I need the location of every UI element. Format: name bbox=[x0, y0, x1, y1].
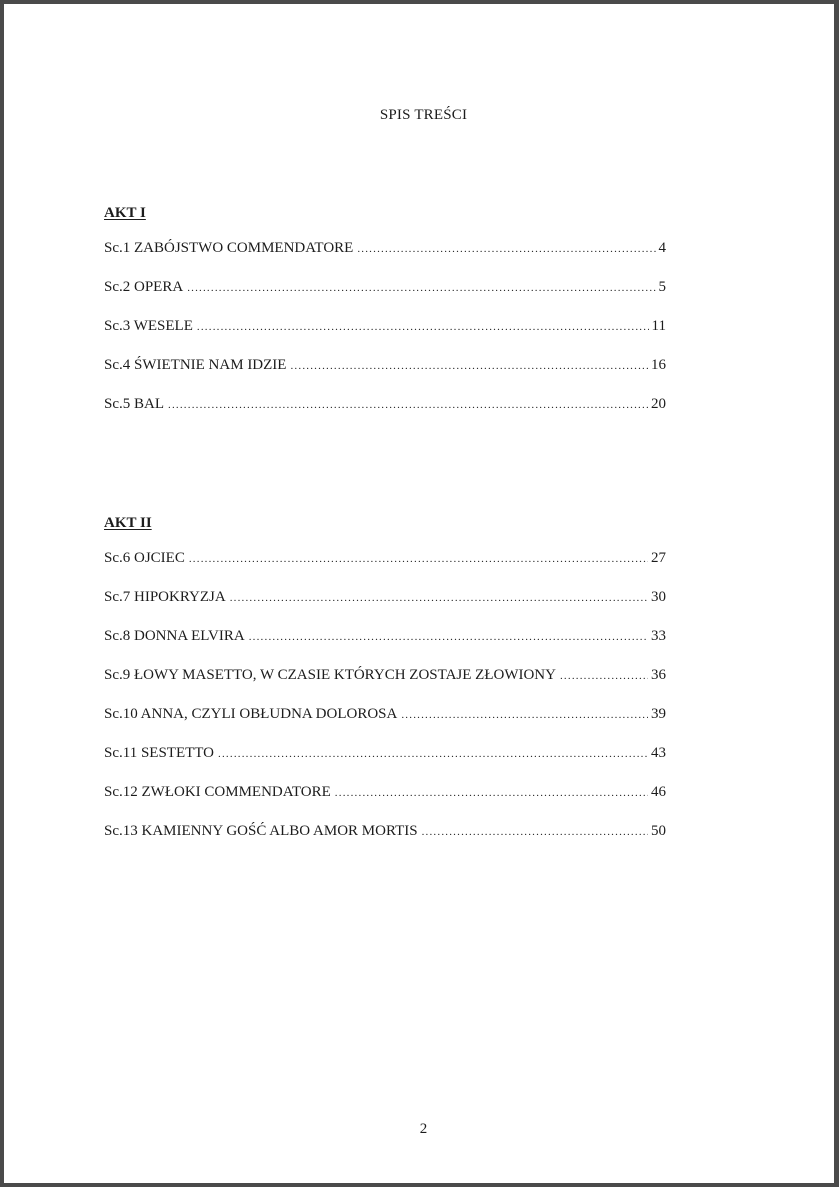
page-number: 2 bbox=[419, 1121, 428, 1137]
act-2-toc-list bbox=[104, 550, 666, 862]
toc-entry-page: 27 bbox=[651, 550, 666, 566]
toc-entry-label: Sc.1 ZABÓJSTWO COMMENDATORE bbox=[104, 240, 354, 256]
toc-entry-label: Sc.7 HIPOKRYZJA bbox=[104, 589, 226, 605]
dot-leader bbox=[168, 399, 648, 411]
act-2-heading: AKT II bbox=[104, 515, 152, 531]
page-title: SPIS TREŚCI bbox=[379, 107, 468, 123]
dot-leader bbox=[357, 243, 655, 255]
dot-leader bbox=[230, 592, 648, 604]
toc-entry bbox=[104, 784, 666, 823]
act-1-heading: AKT I bbox=[104, 205, 146, 221]
dot-leader bbox=[197, 321, 649, 333]
toc-entry-page: 4 bbox=[658, 240, 666, 256]
toc-entry bbox=[104, 550, 666, 589]
toc-entry-label: Sc.9 ŁOWY MASETTO, W CZASIE KTÓRYCH ZOSTAJE ZŁOWIONY bbox=[104, 667, 556, 683]
toc-entry bbox=[104, 279, 666, 318]
toc-entry-page: 33 bbox=[651, 628, 666, 644]
toc-entry-label: Sc.6 OJCIEC bbox=[104, 550, 185, 566]
toc-entry-label: Sc.12 ZWŁOKI COMMENDATORE bbox=[104, 784, 331, 800]
toc-entry-page: 11 bbox=[651, 318, 666, 334]
dot-leader bbox=[218, 748, 648, 760]
toc-entry-page: 50 bbox=[651, 823, 666, 839]
toc-entry bbox=[104, 745, 666, 784]
toc-entry-page: 36 bbox=[651, 667, 666, 683]
toc-entry-label: Sc.11 SESTETTO bbox=[104, 745, 215, 761]
dot-leader bbox=[335, 787, 648, 799]
toc-entry-label: Sc.2 OPERA bbox=[104, 279, 184, 295]
dot-leader bbox=[290, 360, 648, 372]
toc-entry-label: Sc.10 ANNA, CZYLI OBŁUDNA DOLOROSA bbox=[104, 706, 398, 722]
dot-leader bbox=[422, 826, 648, 838]
toc-entry bbox=[104, 667, 666, 706]
toc-entry bbox=[104, 706, 666, 745]
toc-entry-label: Sc.4 ŚWIETNIE NAM IDZIE bbox=[104, 357, 287, 373]
toc-entry-page: 39 bbox=[651, 706, 666, 722]
dot-leader bbox=[401, 709, 648, 721]
toc-entry bbox=[104, 589, 666, 628]
act-1-toc-list bbox=[104, 240, 666, 435]
toc-entry bbox=[104, 628, 666, 667]
toc-entry-page: 43 bbox=[651, 745, 666, 761]
toc-entry-page: 5 bbox=[658, 279, 666, 295]
toc-entry-label: Sc.13 KAMIENNY GOŚĆ ALBO AMOR MORTIS bbox=[104, 823, 418, 839]
dot-leader bbox=[187, 282, 655, 294]
dot-leader bbox=[560, 670, 648, 682]
toc-entry-label: Sc.5 BAL bbox=[104, 396, 164, 412]
toc-entry-page: 16 bbox=[651, 357, 666, 373]
toc-entry-page: 20 bbox=[651, 396, 666, 412]
toc-entry bbox=[104, 396, 666, 435]
toc-entry-page: 30 bbox=[651, 589, 666, 605]
toc-entry bbox=[104, 823, 666, 862]
dot-leader bbox=[249, 631, 648, 643]
toc-entry bbox=[104, 357, 666, 396]
toc-entry bbox=[104, 318, 666, 357]
toc-entry-label: Sc.3 WESELE bbox=[104, 318, 193, 334]
toc-entry-label: Sc.8 DONNA ELVIRA bbox=[104, 628, 245, 644]
dot-leader bbox=[189, 553, 648, 565]
toc-entry bbox=[104, 240, 666, 279]
toc-entry-page: 46 bbox=[651, 784, 666, 800]
